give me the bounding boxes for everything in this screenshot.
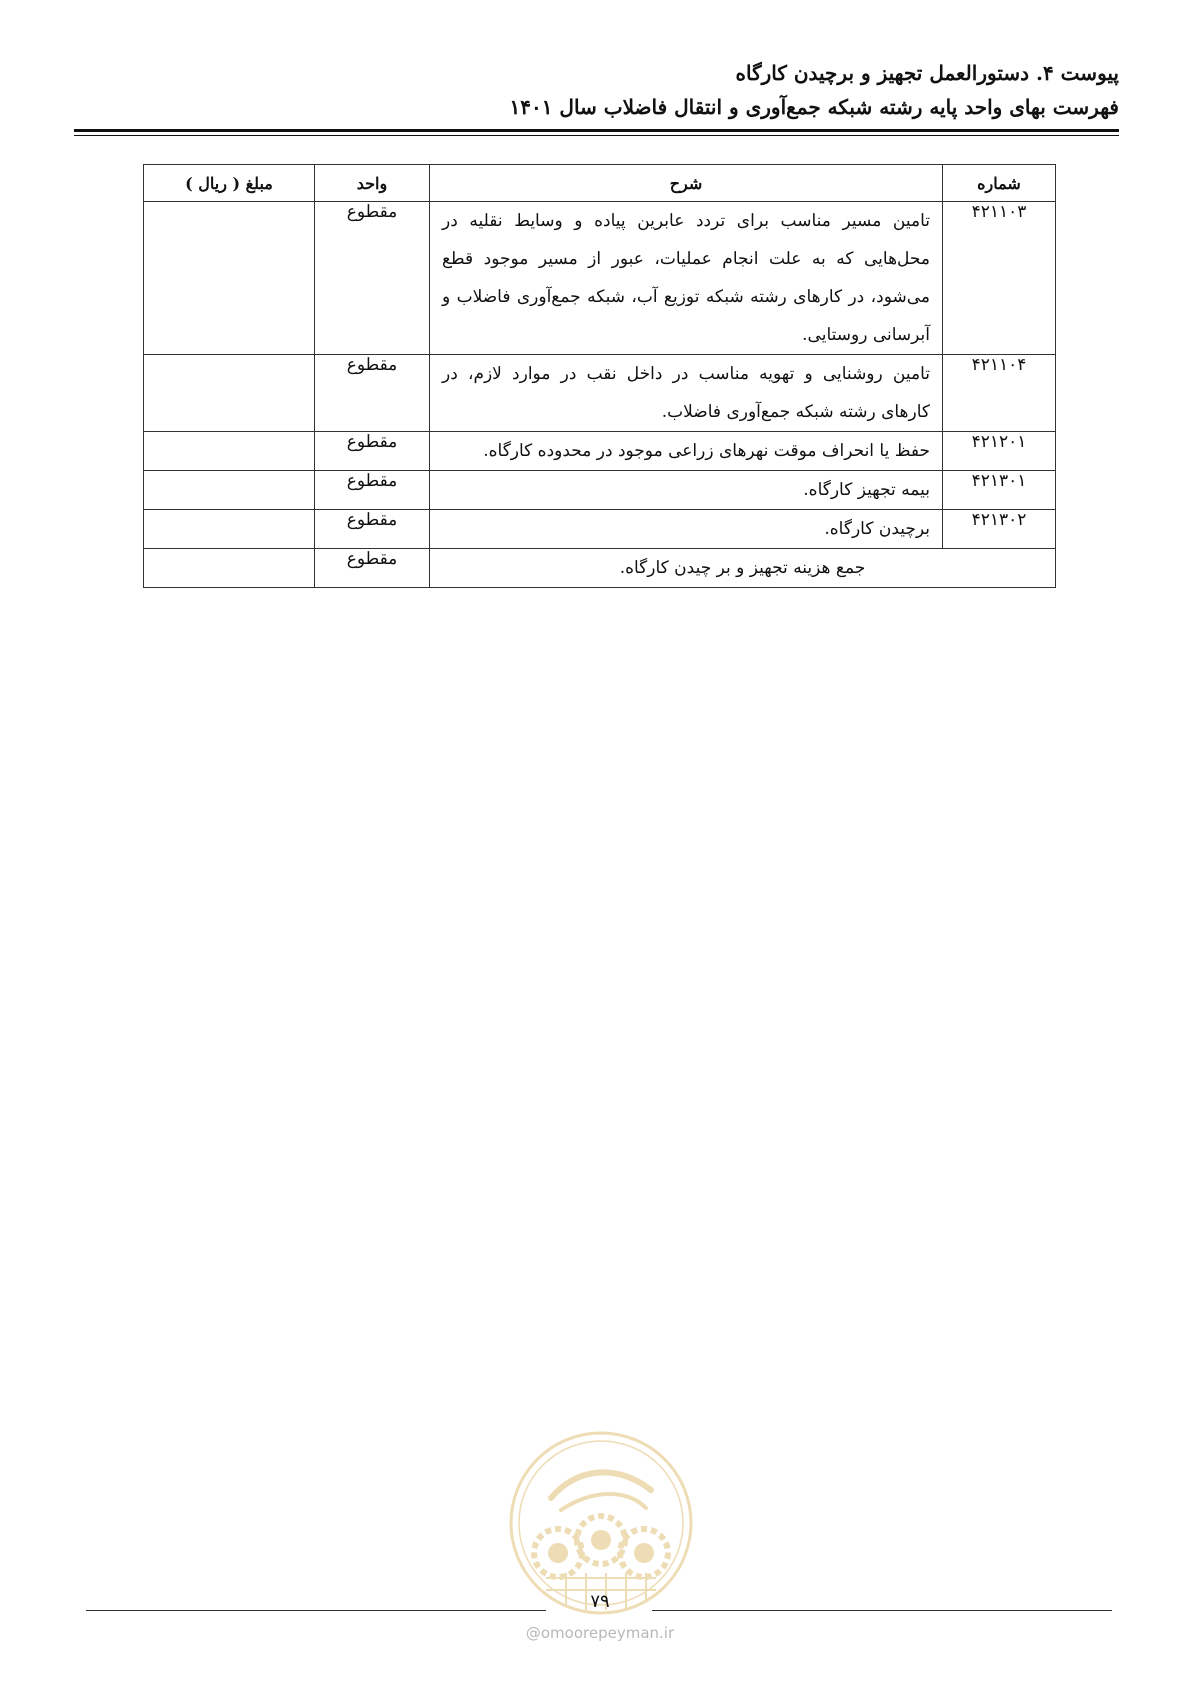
item-unit: مقطوع [315,355,430,432]
item-amount [144,202,315,355]
table-row [144,432,1056,471]
total-description: جمع هزینه تجهیز و بر چیدن کارگاه. [430,549,1056,588]
item-number: ۴۲۱۲۰۱ [943,432,1056,471]
item-number: ۴۲۱۱۰۴ [943,355,1056,432]
item-amount [144,432,315,471]
page-header [509,56,1119,124]
omoore-peyman-seal-icon [506,1428,696,1618]
footer-divider-right [652,1610,1112,1611]
item-number: ۴۲۱۳۰۱ [943,471,1056,510]
item-number: ۴۲۱۳۰۲ [943,510,1056,549]
item-description: تامین روشنایی و تهویه مناسب در داخل نقب در موارد لازم، در کارهای رشته شبکه جمع‌آوری فاضلاب. [430,355,943,432]
item-description: حفظ یا انحراف موقت نهرهای زراعی موجود در محدوده کارگاه. [430,432,943,471]
table-row [144,202,1056,355]
document-title: فهرست بهای واحد پایه رشته شبکه جمع‌آوری و انتقال فاضلاب سال ۱۴۰۱ [509,95,1119,119]
total-unit: مقطوع [315,549,430,588]
item-unit: مقطوع [315,471,430,510]
item-description: برچیدن کارگاه. [430,510,943,549]
column-header-unit: واحد [315,165,430,202]
website-watermark: @omoorepeyman.ir [525,1624,675,1642]
total-amount [144,549,315,588]
header-divider-thick [74,129,1119,132]
table-row [144,510,1056,549]
item-amount [144,471,315,510]
item-unit: مقطوع [315,432,430,471]
appendix-title: پیوست ۴. دستورالعمل تجهیز و برچیدن کارگاه [735,61,1119,85]
item-description: بیمه تجهیز کارگاه. [430,471,943,510]
table-header-row [144,165,1056,202]
table-row [144,471,1056,510]
column-header-amount: مبلغ ( ریال ) [144,165,315,202]
item-amount [144,355,315,432]
item-unit: مقطوع [315,510,430,549]
footer-divider-left [86,1610,546,1611]
header-divider-thin [74,135,1119,136]
page-number: ۷۹ [590,1591,610,1612]
column-header-description: شرح [430,165,943,202]
item-description: تامین مسیر مناسب برای تردد عابرین پیاده و وسایط نقلیه در محل‌هایی که به علت انجام عملیات، عبور از مسیر موجود قطع می‌شود، در کارهای رشته شبکه توزیع آب، شبکه جمع‌آوری فاضلاب و آبرسانی روستایی. [430,202,943,355]
price-list-table [143,164,1056,588]
item-unit: مقطوع [315,202,430,355]
table-row [144,355,1056,432]
item-amount [144,510,315,549]
table-total-row [144,549,1056,588]
item-number: ۴۲۱۱۰۳ [943,202,1056,355]
column-header-number: شماره [943,165,1056,202]
